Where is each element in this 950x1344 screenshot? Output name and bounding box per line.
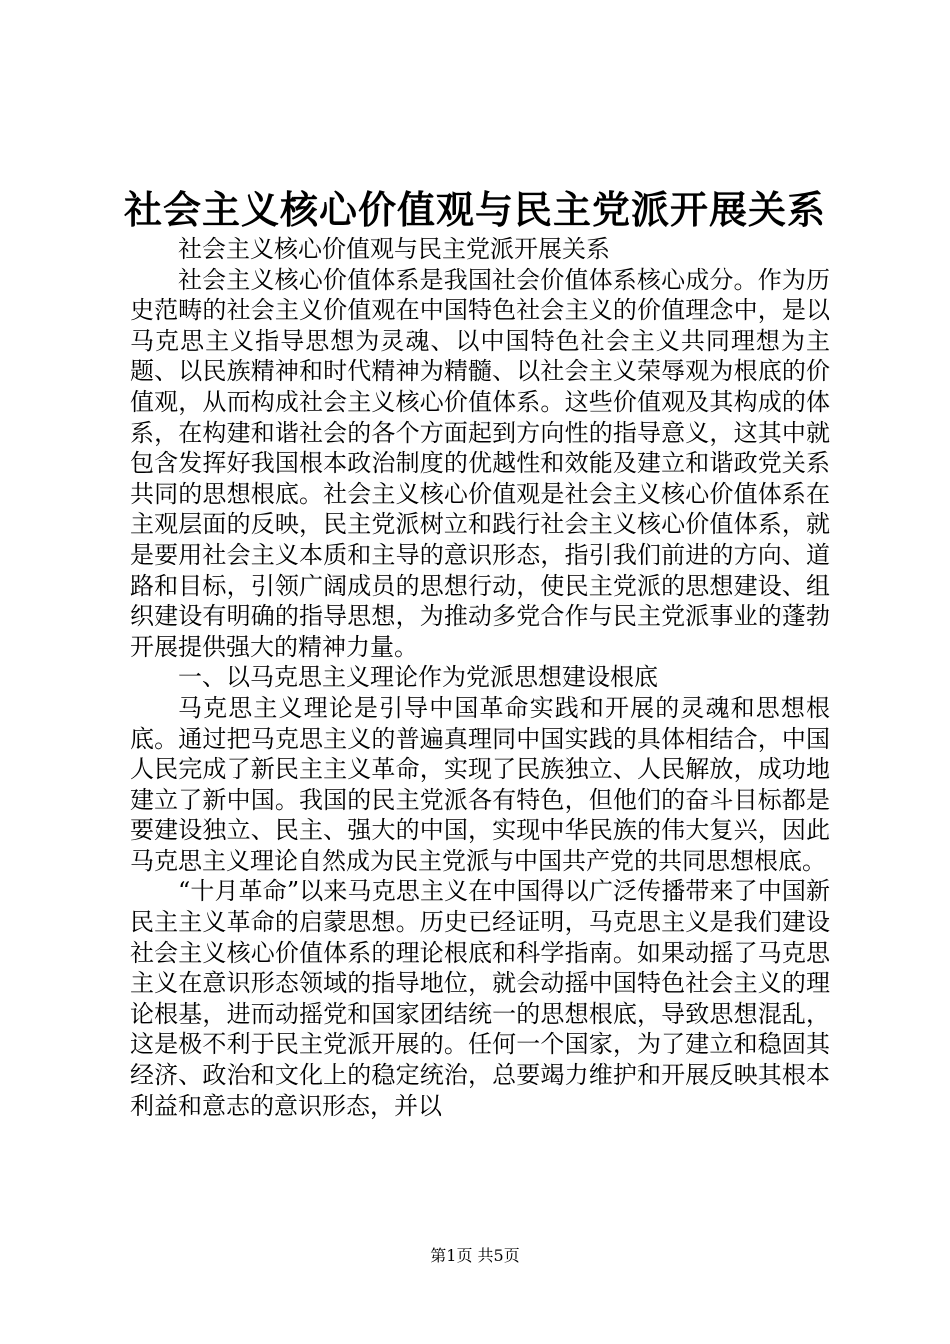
document-title: 社会主义核心价值观与民主党派开展关系 — [123, 187, 826, 232]
body-paragraph: 马克思主义理论是引导中国革命实践和开展的灵魂和思想根底。通过把马克思主义的普遍真理同中国实践的具体相结合，中国人民完成了新民主主义革命，实现了民族独立、人民解放，成功地建立了新中国。我国的民主党派各有特色，但他们的奋斗目标都是要建设独立、民主、强大的中国，实现中华民族的伟大复兴，因此马克思主义理论自然成为民主党派与中国共产党的共同思想根底。 — [130, 693, 830, 875]
section-heading: 一、以马克思主义理论作为党派思想建设根底 — [178, 663, 658, 692]
intro-paragraph: 社会主义核心价值体系是我国社会价值体系核心成分。作为历史范畴的社会主义价值观在中国特色社会主义的价值理念中，是以马克思主义指导思想为灵魂、以中国特色社会主义共同理想为主题、以民族精神和时代精神为精髓、以社会主义荣辱观为根底的价值观，从而构成社会主义核心价值体系。这些价值观及其构成的体系，在构建和谐社会的各个方面起到方向性的指导意义，这其中就包含发挥好我国根本政治制度的优越性和效能及建立和谐政党关系共同的思想根底。社会主义核心价值观是社会主义核心价值体系在主观层面的反映，民主党派树立和践行社会主义核心价值体系，就是要用社会主义本质和主导的意识形态，指引我们前进的方向、道路和目标，引领广阔成员的思想行动，使民主党派的思想建设、组织建设有明确的指导思想，为推动多党合作与民主党派事业的蓬勃开展提供强大的精神力量。 — [130, 265, 830, 661]
page-footer: 第1页 共5页 — [430, 1246, 520, 1265]
body-paragraph: “十月革命”以来马克思主义在中国得以广泛传播带来了中国新民主主义革命的启蒙思想。历史已经证明，马克思主义是我们建设社会主义核心价值体系的理论根底和科学指南。如果动摇了马克思主义在意识形态领域的指导地位，就会动摇中国特色社会主义的理论根基，进而动摇党和国家团结统一的思想根底，导致思想混乱，这是极不利于民主党派开展的。任何一个国家，为了建立和稳固其经济、政治和文化上的稳定统治，总要竭力维护和开展反映其根本利益和意志的意识形态，并以 — [130, 877, 830, 1120]
document-body — [130, 234, 830, 1121]
subtitle-paragraph: 社会主义核心价值观与民主党派开展关系 — [178, 235, 610, 263]
